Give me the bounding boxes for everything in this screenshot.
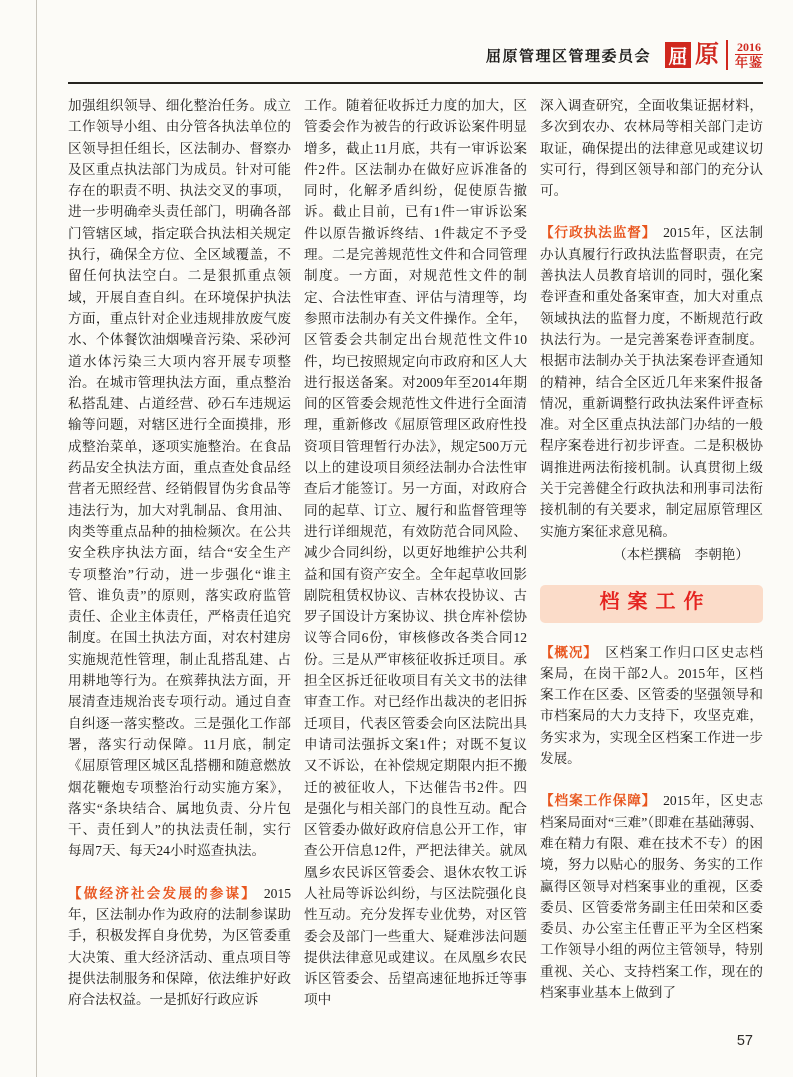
column-3 bbox=[540, 95, 763, 1011]
logo-char-yuan: 原 bbox=[694, 42, 719, 69]
entry-marker: 【档案工作保障】 bbox=[540, 793, 657, 809]
yearbook-logo bbox=[665, 40, 763, 71]
entry-text: 2015年，区法制办作为政府的法制参谋助手，积极发挥自身优势，为区管委重大决策、重大经济活动、重点项目等提供法制服务和保障，依法维护好政府合法权益。一是抓好行政应诉 bbox=[68, 885, 291, 1008]
entry-text: 2015年，区法制办认真履行行政执法监督职责，在完善执法人员教育培训的同时，强化案卷评查和重处备案审查，加大对重点领域执法的监督力度，不断规范行政执法行为。一是完善案卷评查制度。根据市法制办关于执法案卷评查通知的精神，结合全区近几年来案件报备情况，重新调整行政执法案件评查标准。对全区重点执法部门办结的一般程序案卷进行初步评查。二是积极协调推进两法衔接机制。认真贯彻上级关于完善健全行政执法和刑事司法衔接机制的有关要求，制定屈原管理区实施方案征求意见稿。 bbox=[540, 225, 764, 539]
logo-year: 2016 bbox=[736, 40, 761, 54]
entry-marker: 【行政执法监督】 bbox=[540, 225, 657, 241]
entry-marker: 【做经济社会发展的参谋】 bbox=[68, 885, 258, 901]
entry-marker: 【概况】 bbox=[540, 644, 598, 660]
section-title: 档案工作 bbox=[599, 591, 712, 614]
page-number: 57 bbox=[736, 1033, 753, 1049]
section-header-archives bbox=[540, 585, 763, 622]
col2-body-paragraph: 工作。随着征收拆迁力度的加大，区管委会作为被告的行政诉讼案件明显增多，截止11月底，共有一审诉讼案件2件。区法制办在做好应诉准备的同时，化解矛盾纠纷，促使原告撤诉。截止目前，已有1件一审诉讼案件以原告撤诉终结、1件裁定不予受理。二是完善规范性文件和合同管理制度。一方面，对规范性文件的制定、合法性审查、评估与清理等，均参照市法制办有关文件操作。全年，区管委会共制定出台规范性文件10件，均已按照规定向市政府和区人大进行报送备案。对2009年至2014年期间的区管委会规范性文件进行全面清理，重新修改《屈原管理区政府性投资项目管理暂行办法》，规定500万元以上的建设项目须经法制办合法性审查后才能签订。另一方面，对政府合同的起草、订立、履行和监督管理等进行详细规范，有效防范合同风险、减少合同纠纷，以更好地维护公共利益和国有资产安全。全年起草收回影剧院租赁权协议、吉林农投协议、古罗子国设计方案协议、拱仓库补偿协议等合同6份，审核修改各类合同12份。三是从严审核征收拆迁项目。承担全区拆迁征收项目有关文书的法律审查工作。对已经作出裁决的老旧拆迁项目，代表区管委会向区法院出具申请司法强拆文案1件；对既不复议又不诉讼，在补偿规定期限内拒不搬迁的被征收人，下达催告书2件。四是强化与相关部门的良性互动。配合区管委办做好政府信息公开工作，审查公开信息12件，严把法律关。就凤凰乡农民诉区管委会、退休农牧工诉人社局等诉讼纠纷，与区法院强化良性互动。充分发挥专业优势，对区管委会及部门一些重大、疑难涉法问题提供法律意见或建议。在凤凰乡农民诉区管委会、岳望高速征地拆迁等事项中 bbox=[304, 98, 527, 1008]
logo-char-qu: 屈 bbox=[665, 42, 691, 68]
entry-text: 区档案工作归口区史志档案局，在岗干部2人。2015年，区档案工作在区委、区管委的坚强领导和市档案局的大力支持下，攻坚克难，务实求为，实现全区档案工作进一步发展。 bbox=[540, 644, 764, 767]
col1-body-paragraph: 加强组织领导、细化整治任务。成立工作领导小组、由分管各执法单位的区领导担任组长，区法制办、督察办及区重点执法部门为成员。针对可能存在的职责不明、执法交叉的事项，进一步明确牵头责任部门，明确各部门管辖区域，指定联合执法相关规定执行，确保全方位、全区域覆盖，不留任何执法空白。二是狠抓重点领域，开展自查自纠。在环境保护执法方面，重点针对企业违规排放废气废水、个体餐饮油烟噪音污染、采砂河道水体污染三大项内容开展专项整治。在城市管理执法方面，重点整治私搭乱建、占道经营、砂石车违规运输等问题，对辖区进行全面摸排，形成整治菜单，逐项实施整治。在食品药品安全执法方面，重点查处食品经营者无照经营、经销假冒伪劣食品等违法行为，加大对乳制品、食用油、肉类等重点品种的抽检频次。在公共安全秩序执法方面，结合“安全生产专项整治”行动，进一步强化“谁主管、谁负责”的原则，落实政府监管责任、企业主体责任，严格责任追究制度。在国土执法方面，对农村建房实施规范性管理，制止乱搭乱建、占用耕地等行为。在殡葬执法方面，开展清查违规治丧专项行动。通过自查自纠逐一落实整改。三是强化工作部署，落实行动保障。11月底，制定《屈原管理区城区乱搭棚和随意燃放烟花鞭炮专项整治行动实施方案》，落实“条块结合、属地负责、分片包干、责任到人”的执法责任制，实行每周7天、每天24小时巡查执法。 bbox=[68, 98, 291, 859]
header-rule bbox=[68, 82, 763, 84]
text-columns bbox=[68, 95, 763, 1011]
logo-divider bbox=[726, 40, 728, 70]
spine-line bbox=[36, 0, 37, 1077]
column-2 bbox=[304, 95, 527, 1011]
col3-body-paragraph: 深入调查研究，全面收集证据材料，多次到农办、农林局等相关部门走访取证，确保提出的法律意见或建议切实可行，得到区领导和部门的充分认可。 bbox=[540, 98, 763, 199]
logo-label: 年鉴 bbox=[734, 55, 763, 71]
entry-text: 2015年，区史志档案局面对“三难”（即难在基础薄弱、难在精力有限、难在技术不专）的困境，努力以贴心的服务、务实的工作赢得区领导对档案事业的重视，区委委员、区管委常务副主任田荣和区委委员、办公室主任曹正平为全区档案工作领导小组的两位主管领导，特别重视、关心、支持档案工作，现在的档案事业基本上做到了 bbox=[540, 793, 764, 1000]
logo-year-block bbox=[735, 40, 763, 71]
col3-entry-overview bbox=[540, 642, 763, 770]
col3-entry-archive-support bbox=[540, 790, 763, 1003]
column-1 bbox=[68, 95, 291, 1011]
column-byline: （本栏撰稿 李朝艳） bbox=[613, 546, 749, 562]
header-committee-title: 屈原管理区管理委员会 bbox=[485, 48, 651, 65]
col1-entry-economic-advisor bbox=[68, 883, 291, 1011]
col3-entry-law-enforcement-supervision bbox=[540, 222, 763, 541]
page-header bbox=[68, 40, 763, 71]
